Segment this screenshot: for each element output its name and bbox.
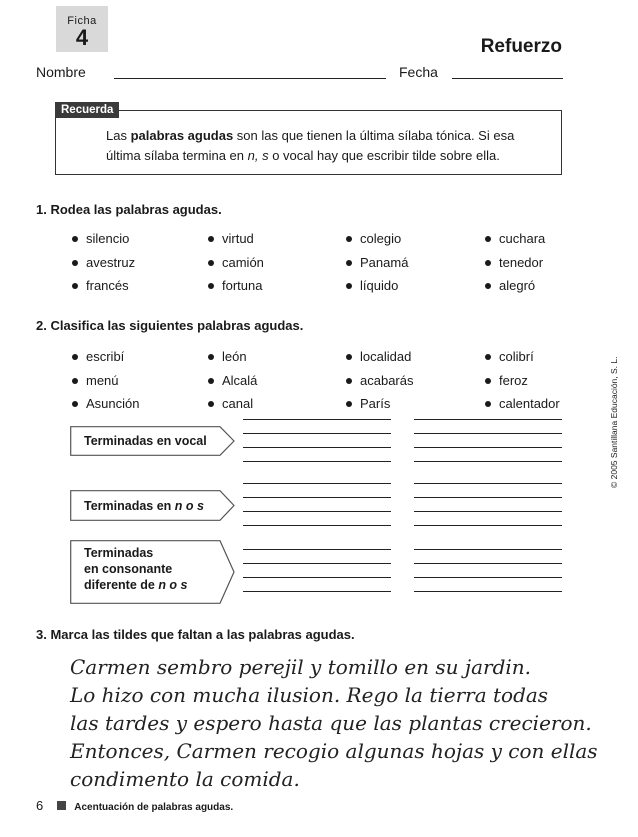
word-item: localidad — [346, 349, 411, 364]
answer-line[interactable] — [414, 433, 562, 434]
word-item[interactable]: Panamá — [346, 255, 408, 270]
answer-line[interactable] — [414, 447, 562, 448]
word-item[interactable]: camión — [208, 255, 264, 270]
word-item: Alcalá — [208, 373, 257, 388]
answer-line[interactable] — [243, 563, 391, 564]
word-item[interactable]: tenedor — [485, 255, 543, 270]
word-item[interactable]: alegró — [485, 278, 535, 293]
category-vocal-box — [70, 426, 235, 456]
copyright-notice: © 2005 Santillana Educación, S. L. — [609, 356, 619, 488]
answer-line[interactable] — [414, 525, 562, 526]
name-field-line[interactable] — [114, 78, 386, 79]
word-item: Asunción — [72, 396, 139, 411]
answer-line[interactable] — [414, 497, 562, 498]
answer-line[interactable] — [414, 591, 562, 592]
cursive-line[interactable]: las tardes y espero hasta que las plantas crecieron. — [70, 711, 592, 735]
word-item: París — [346, 396, 390, 411]
exercise-2-title: 2. Clasifica las siguientes palabras agudas. — [36, 318, 304, 333]
answer-line[interactable] — [414, 563, 562, 564]
answer-line[interactable] — [243, 433, 391, 434]
word-item[interactable]: fortuna — [208, 278, 262, 293]
answer-line[interactable] — [414, 461, 562, 462]
word-item[interactable]: colegio — [346, 231, 401, 246]
word-item: canal — [208, 396, 253, 411]
square-icon — [57, 801, 66, 810]
recuerda-tag: Recuerda — [55, 102, 119, 118]
page-number: 6 — [36, 798, 44, 813]
category-consonant-label: Terminadas en consonante diferente de n o s — [84, 546, 188, 592]
word-item: acabarás — [346, 373, 413, 388]
cursive-line[interactable]: Lo hizo con mucha ilusion. Rego la tierra todas — [70, 683, 549, 707]
footer-text: Acentuación de palabras agudas. — [74, 802, 234, 813]
word-item: feroz — [485, 373, 528, 388]
answer-line[interactable] — [243, 461, 391, 462]
answer-line[interactable] — [414, 483, 562, 484]
footer — [36, 798, 233, 813]
date-field-line[interactable] — [452, 78, 563, 79]
answer-line[interactable] — [414, 549, 562, 550]
cursive-line[interactable]: Carmen sembro perejil y tomillo en su jardin. — [70, 655, 532, 679]
ficha-number: 4 — [75, 25, 89, 50]
answer-line[interactable] — [243, 549, 391, 550]
word-item: calentador — [485, 396, 560, 411]
word-item[interactable]: cuchara — [485, 231, 545, 246]
answer-line[interactable] — [243, 511, 391, 512]
answer-line[interactable] — [414, 511, 562, 512]
category-vocal-label: Terminadas en vocal — [84, 434, 207, 448]
category-ns-box — [70, 490, 235, 521]
word-item[interactable]: francés — [72, 278, 129, 293]
answer-line[interactable] — [243, 419, 391, 420]
word-item: menú — [72, 373, 119, 388]
category-ns-label: Terminadas en n o s — [84, 499, 204, 513]
cursive-line[interactable]: condimento la comida. — [70, 767, 300, 791]
cursive-line[interactable]: Entonces, Carmen recogio algunas hojas y con ellas — [70, 739, 598, 763]
word-item: escribí — [72, 349, 124, 364]
word-item[interactable]: líquido — [346, 278, 398, 293]
word-item[interactable]: virtud — [208, 231, 254, 246]
exercise-3-title: 3. Marca las tildes que faltan a las palabras agudas. — [36, 627, 355, 642]
answer-line[interactable] — [243, 525, 391, 526]
word-item: león — [208, 349, 247, 364]
word-item[interactable]: avestruz — [72, 255, 135, 270]
answer-line[interactable] — [243, 483, 391, 484]
ficha-label: Ficha — [67, 15, 97, 27]
recuerda-text: Las palabras agudas son las que tienen la última sílaba tónica. Si esa última sílaba termina en n, s o vocal hay que escribir tilde sobre ella. — [106, 128, 515, 163]
word-item: colibrí — [485, 349, 534, 364]
name-label: Nombre — [36, 64, 86, 80]
answer-line[interactable] — [243, 591, 391, 592]
category-consonant-box — [70, 540, 235, 604]
answer-line[interactable] — [243, 447, 391, 448]
answer-line[interactable] — [414, 419, 562, 420]
exercise-1-title: 1. Rodea las palabras agudas. — [36, 202, 222, 217]
ficha-badge — [56, 6, 108, 52]
answer-line[interactable] — [243, 497, 391, 498]
page-title: Refuerzo — [480, 36, 562, 57]
answer-line[interactable] — [243, 577, 391, 578]
date-label: Fecha — [399, 64, 438, 80]
answer-line[interactable] — [414, 577, 562, 578]
word-item[interactable]: silencio — [72, 231, 129, 246]
